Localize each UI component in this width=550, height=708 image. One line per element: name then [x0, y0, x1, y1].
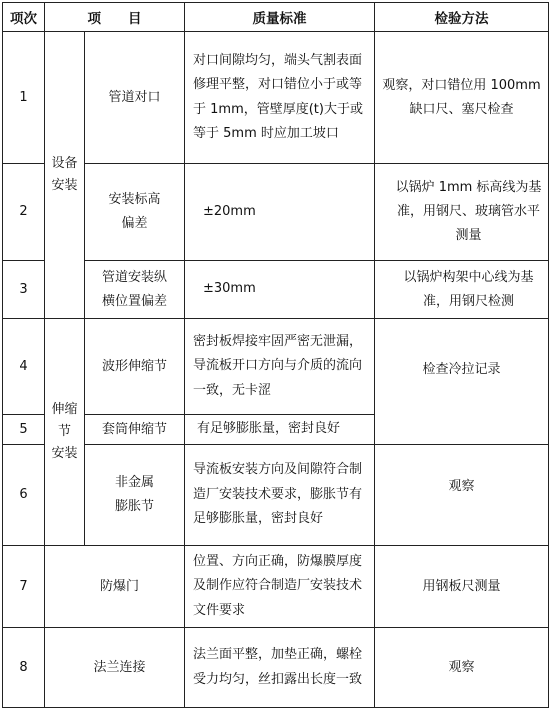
- table-row: [3, 628, 549, 708]
- quality-standard: ±20mm: [185, 164, 375, 261]
- inspection-method: 观察，对口错位用 100mm 缺口尺、塞尺检查: [375, 32, 549, 164]
- quality-standard: 位置、方向正确，防爆膜厚度及制作应符合制造厂安装技术文件要求: [185, 546, 375, 628]
- row-number: 4: [3, 319, 45, 415]
- row-number: 1: [3, 32, 45, 164]
- table-row: [3, 32, 549, 164]
- item-name: 非金属 膨胀节: [85, 445, 185, 546]
- table-row: [3, 164, 549, 261]
- item-name: 管道对口: [85, 32, 185, 164]
- row-number: 2: [3, 164, 45, 261]
- row-number: 5: [3, 415, 45, 445]
- quality-standard: 密封板焊接牢固严密无泄漏，导流板开口方向与介质的流向一致，无卡涩: [185, 319, 375, 415]
- row-number: 6: [3, 445, 45, 546]
- quality-standard: 导流板安装方向及间隙符合制造厂安装技术要求，膨胀节有足够膨胀量，密封良好: [185, 445, 375, 546]
- quality-standard: 法兰面平整，加垫正确，螺栓受力均匀，丝扣露出长度一致: [185, 628, 375, 708]
- table-row: [3, 319, 549, 415]
- inspection-method: 观察: [375, 628, 549, 708]
- header-item: 项 目: [45, 3, 185, 32]
- row-number: 3: [3, 261, 45, 319]
- quality-standard: ±30mm: [185, 261, 375, 319]
- inspection-method: 用钢板尺测量: [375, 546, 549, 628]
- item-name: 波形伸缩节: [85, 319, 185, 415]
- item-name: 套筒伸缩节: [85, 415, 185, 445]
- table-header-row: [3, 3, 549, 32]
- group-label-equipment-install: 设备 安装: [45, 32, 85, 319]
- row-number: 8: [3, 628, 45, 708]
- inspection-method: 检查冷拉记录: [375, 319, 549, 445]
- header-standard: 质量标准: [185, 3, 375, 32]
- quality-standard: 有足够膨胀量，密封良好: [185, 415, 375, 445]
- quality-standard: 对口间隙均匀，端头气割表面修理平整，对口错位小于或等于 1mm，管壁厚度(t)大于或等于 5mm 时应加工坡口: [185, 32, 375, 164]
- item-name: 法兰连接: [45, 628, 185, 708]
- header-no: 项次: [3, 3, 45, 32]
- item-name: 管道安装纵 横位置偏差: [85, 261, 185, 319]
- item-name: 安装标高 偏差: [85, 164, 185, 261]
- table-row: [3, 261, 549, 319]
- inspection-method: 以锅炉构架中心线为基准，用钢尺检测: [375, 261, 549, 319]
- inspection-method: 观察: [375, 445, 549, 546]
- header-method: 检验方法: [375, 3, 549, 32]
- quality-standard-table: [2, 2, 549, 708]
- table-row: [3, 445, 549, 546]
- item-name: 防爆门: [45, 546, 185, 628]
- table-row: [3, 546, 549, 628]
- row-number: 7: [3, 546, 45, 628]
- group-label-expansion-install: 伸缩 节 安装: [45, 319, 85, 546]
- inspection-method: 以锅炉 1mm 标高线为基准，用钢尺、玻璃管水平测量: [375, 164, 549, 261]
